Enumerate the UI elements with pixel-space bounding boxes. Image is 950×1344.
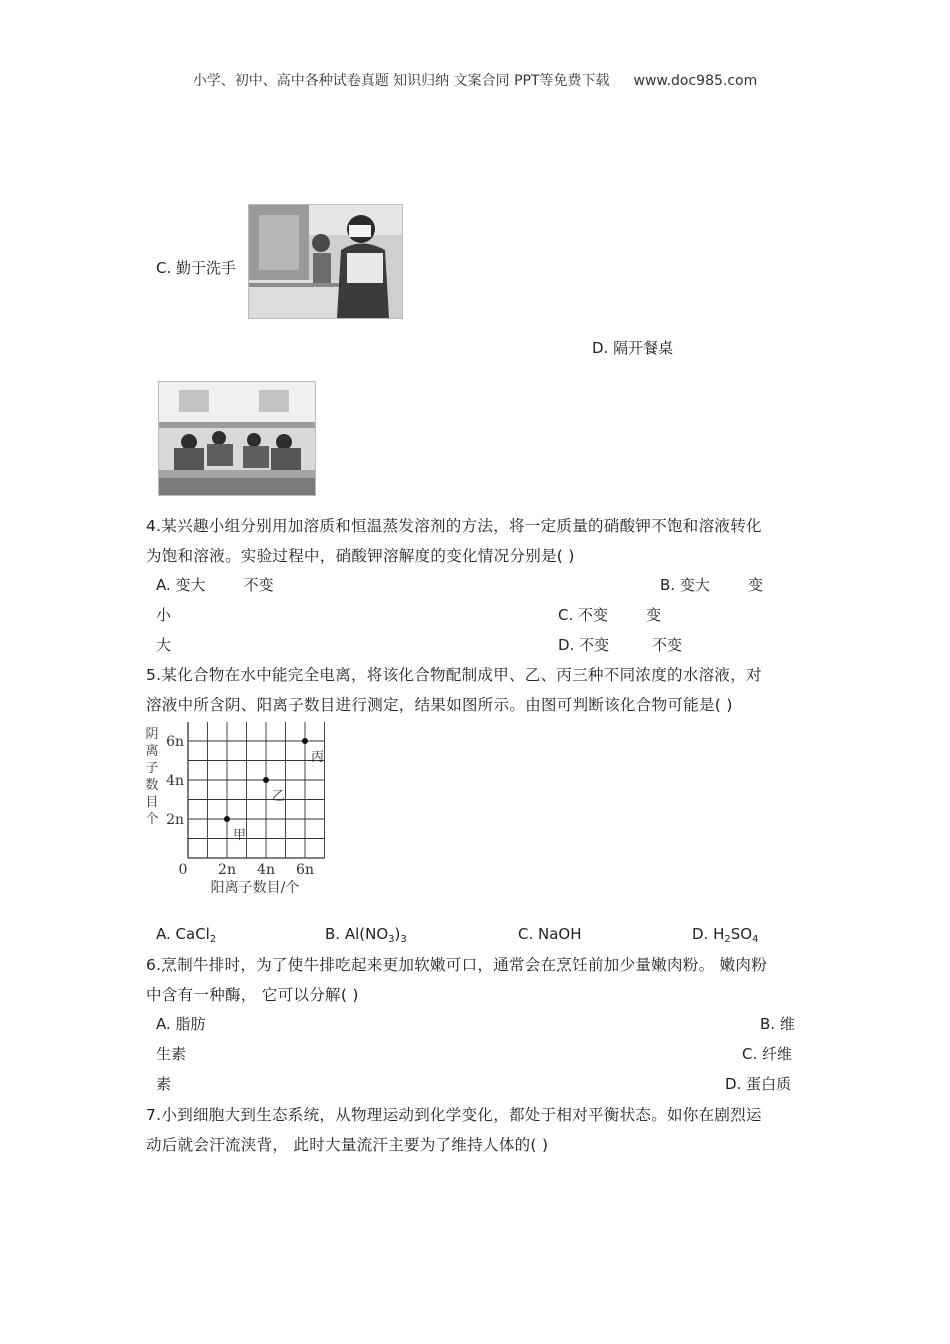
y-tick-label: 2n	[166, 812, 184, 828]
q5-option-c	[518, 925, 582, 943]
q5-b-sub2: 3	[400, 934, 407, 945]
data-point-3	[302, 738, 308, 744]
q4-option-d: D. 不变 不变	[558, 636, 682, 654]
q4-option-a: A. 变大 不变	[156, 576, 274, 594]
y-axis-label-char: 离	[145, 744, 159, 759]
y-axis-label-char: 个	[145, 812, 159, 827]
q4-text-line2: 为饱和溶液。实验过程中，硝酸钾溶解度的变化情况分别是( )	[146, 547, 575, 565]
chart-points	[224, 738, 324, 843]
q5-a-pre: A. CaCl	[156, 925, 210, 943]
q4-option-c: C. 不变 变	[558, 606, 662, 624]
q6-option-b: B. 维	[760, 1015, 795, 1033]
q6-option-c-wrap: 素	[156, 1075, 172, 1093]
q4-option-b-wrap: 小	[156, 606, 172, 624]
x-tick-label: 4n	[257, 862, 275, 878]
q5-d-sub2: 4	[752, 934, 759, 945]
q6-option-b-wrap: 生素	[156, 1045, 187, 1063]
classroom-photo	[158, 381, 316, 496]
q5-b-sub: 3	[388, 934, 395, 945]
x-tick-label: 6n	[296, 862, 314, 878]
data-point-2	[263, 777, 269, 783]
q5-d-pre: D. H	[692, 925, 725, 943]
y-axis-label-char: 子	[145, 761, 159, 776]
q6-option-c: C. 纤维	[742, 1045, 793, 1063]
q5-option-b	[325, 925, 407, 945]
option-d-label: D. 隔开餐桌	[592, 339, 674, 357]
y-axis-label-char: 目	[145, 795, 159, 810]
x-tick-label: 2n	[218, 862, 236, 878]
data-point-1	[224, 816, 230, 822]
page-header	[0, 70, 950, 90]
option-c-label: C. 勤于洗手	[156, 259, 237, 277]
q5-option-a	[156, 925, 216, 945]
q5-a-sub: 2	[209, 934, 217, 945]
q5-option-d	[692, 925, 758, 945]
q6-option-d: D. 蛋白质	[725, 1075, 792, 1093]
q4-option-c-wrap: 大	[156, 636, 172, 654]
q5-text-line2: 溶液中所含阴、阳离子数目进行测定，结果如图所示。由图可判断该化合物可能是( )	[146, 696, 733, 714]
q7-text-line1: 7.小到细胞大到生态系统，从物理运动到化学变化，都处于相对平衡状态。如你在剧烈运	[146, 1106, 762, 1124]
q4-option-b: B. 变大 变	[660, 576, 763, 594]
q5-text-line1: 5.某化合物在水中能完全电离，将该化合物配制成甲、乙、丙三种不同浓度的水溶液，对	[146, 666, 762, 684]
ion-count-chart	[140, 722, 340, 902]
q5-c-pre: C. NaOH	[518, 925, 582, 943]
x-axis-label: 阳离子数目/个	[210, 880, 300, 896]
q6-text-line1: 6.烹制牛排时，为了使牛排吃起来更加软嫩可口，通常会在烹饪前加少量嫩肉粉。 嫩肉粉	[146, 956, 768, 974]
q6-text-line2: 中含有一种酶， 它可以分解( )	[146, 986, 359, 1004]
data-point-label: 丙	[311, 750, 325, 765]
q4-text-line1: 4.某兴趣小组分别用加溶质和恒温蒸发溶剂的方法，将一定质量的硝酸钾不饱和溶液转化	[146, 517, 762, 535]
header-url: www.doc985.com	[633, 73, 758, 89]
y-axis-label-group	[145, 727, 158, 827]
y-axis-label-char: 阴	[145, 727, 159, 742]
data-point-label: 甲	[233, 828, 247, 843]
y-tick-label: 6n	[166, 734, 184, 750]
q5-b-pre: B. Al(NO	[325, 925, 389, 943]
origin-label: 0	[178, 862, 188, 878]
q5-b-post: )	[394, 925, 401, 943]
y-tick-label: 4n	[166, 773, 184, 789]
q6-option-a: A. 脂肪	[156, 1015, 206, 1033]
q7-text-line2: 动后就会汗流浃背， 此时大量流汗主要为了维持人体的( )	[146, 1136, 549, 1154]
data-point-label: 乙	[272, 789, 286, 804]
q5-d-mid: SO	[730, 925, 753, 943]
header-text: 小学、初中、高中各种试卷真题 知识归纳 文案合同 PPT等免费下载	[192, 73, 610, 89]
y-axis-label-char: 数	[145, 778, 159, 793]
handwashing-photo	[248, 204, 403, 319]
q5-d-sub: 2	[724, 934, 731, 945]
